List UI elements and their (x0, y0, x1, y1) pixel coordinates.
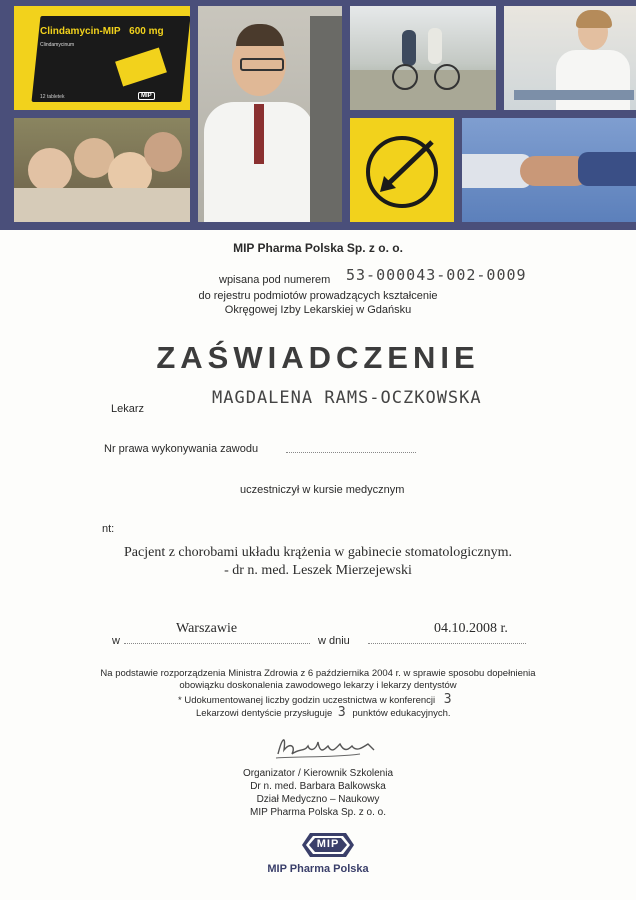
product-dose: 600 mg (129, 26, 164, 37)
organizer-role: Organizator / Kierownik Szkolenia (242, 768, 394, 779)
place-line (124, 643, 310, 644)
date-line (368, 643, 526, 644)
doctor-photo (198, 6, 342, 222)
legal-line-4 (196, 705, 451, 720)
signature-image (270, 728, 390, 764)
registry-number: 53-000043-002-0009 (346, 266, 527, 284)
arrow-icon (350, 118, 454, 222)
legal-points-pre: Lekarzowi dentyście przysługuje (196, 708, 333, 719)
organizer-name: Dr n. med. Barbara Balkowska (250, 781, 386, 792)
footer-brand: MIP Pharma Polska (267, 863, 369, 875)
doctor-name: MAGDALENA RAMS-OCZKOWSKA (212, 388, 482, 408)
date-prefix: w dniu (318, 635, 350, 647)
participation-text: uczestniczył w kursie medycznym (240, 484, 405, 496)
legal-points-value: 3 (337, 705, 347, 720)
company-name: MIP Pharma Polska Sp. z o. o. (233, 241, 403, 255)
doctor-label: Lekarz (111, 403, 145, 415)
product-name: Clindamycin-MIP (40, 26, 121, 37)
handshake-photo (462, 118, 636, 222)
organizer-company: MIP Pharma Polska Sp. z o. o. (250, 807, 386, 818)
product-box-count: 12 tabletek (40, 94, 65, 100)
topic-label: nt: (102, 523, 115, 535)
legal-points-post: punktów edukacyjnych. (352, 708, 451, 719)
cyclists-photo (350, 6, 496, 110)
legal-hours-value: 3 (443, 692, 453, 707)
license-number-line (286, 452, 416, 453)
registry-line-3: Okręgowej Izby Lekarskiej w Gdańsku (224, 304, 412, 316)
product-box-photo (14, 6, 190, 110)
lab-photo (504, 6, 636, 110)
mip-logo-text: MIP (316, 838, 340, 850)
family-photo (14, 118, 190, 222)
legal-line-1: Na podstawie rozporządzenia Ministra Zdrowia z 6 października 2004 r. w sprawie sposobu dopełnienia (100, 668, 536, 679)
product-subtitle: Clindamycinum (40, 42, 75, 48)
arrow-logo-tile (350, 118, 454, 222)
registry-prefix: wpisana pod numerem (219, 274, 331, 286)
topic-line-1: Pacjent z chorobami układu krążenia w gabinecie stomatologicznym. (124, 545, 512, 560)
topic-line-2: - dr n. med. Leszek Mierzejewski (224, 563, 412, 578)
place-value: Warszawie (176, 621, 238, 636)
date-value: 04.10.2008 r. (434, 621, 508, 636)
legal-line-2: obowiązku doskonalenia zawodowego lekarzy i lekarzy dentystów (179, 680, 457, 691)
product-box-badge: MIP (138, 92, 155, 100)
photo-banner (0, 0, 636, 230)
license-label: Nr prawa wykonywania zawodu (104, 443, 259, 455)
organizer-dept: Dział Medyczno – Naukowy (256, 794, 380, 805)
certificate-title: ZAŚWIADCZENIE (156, 340, 480, 375)
legal-hours-text: * Udokumentowanej liczby godzin uczestnictwa w konferencji (178, 695, 436, 706)
mip-logo (302, 833, 354, 857)
registry-line-2: do rejestru podmiotów prowadzących kształcenie (198, 290, 438, 302)
place-prefix: w (112, 635, 120, 647)
